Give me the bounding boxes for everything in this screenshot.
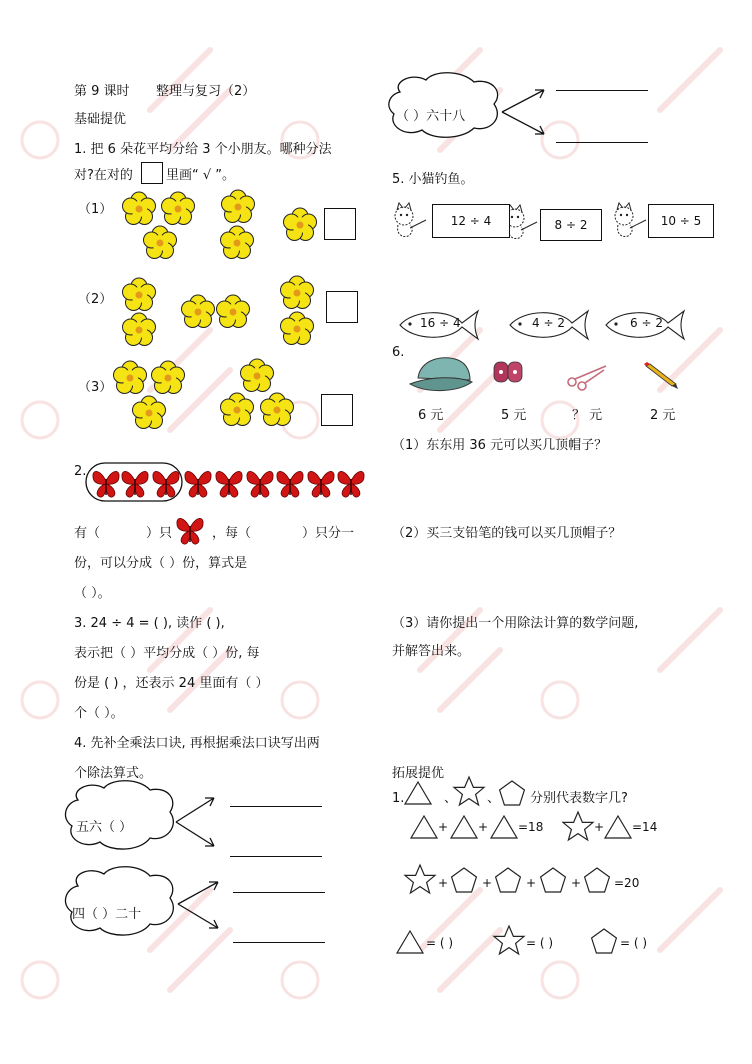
q2-line1b: ）只 — [146, 526, 173, 541]
pentagon-icon — [585, 868, 610, 892]
q1-option3-label: （3） — [78, 380, 113, 395]
q6-sub1: （1）东东用 36 元可以买几顶帽子？ — [392, 438, 608, 453]
ext-sep2: 、 — [487, 791, 501, 806]
q4-line1: 4. 先补全乘法口诀, 再根据乘法口诀写出两 — [74, 736, 320, 751]
answer-triangle[interactable]: = ( ) — [426, 936, 454, 950]
star-icon — [405, 865, 435, 893]
eq3-result: =20 — [614, 876, 640, 890]
plus: + — [438, 876, 449, 890]
plus: + — [482, 876, 493, 890]
ext-sep1: 、 — [444, 791, 458, 806]
q5-title: 5. 小猫钓鱼。 — [392, 172, 474, 187]
fish-2-text: 4 ÷ 2 — [532, 316, 565, 330]
pentagon-icon — [452, 868, 477, 892]
fish-3-text: 6 ÷ 2 — [630, 316, 663, 330]
eq2-result: =14 — [632, 820, 658, 834]
ext-label: 1. — [392, 791, 405, 806]
q1-text-line1: 1. 把 6 朵花平均分给 3 个小朋友。哪种分法 — [74, 142, 332, 157]
star-icon — [454, 777, 484, 805]
price-cap: 6 元 — [418, 408, 444, 423]
triangle-icon — [411, 816, 437, 838]
price-gloves: 5 元 — [501, 408, 527, 423]
page-title: 整理与复习（2） — [156, 84, 256, 99]
plus: + — [571, 876, 582, 890]
q5-box-2: 8 ÷ 2 — [540, 209, 602, 241]
q3-line2: 表示把（ ）平均分成（ ）份, 每 — [74, 646, 260, 661]
plus: + — [594, 820, 605, 834]
q1-text-line2a: 对?在对的 — [74, 168, 133, 183]
q1-option1-label: （1） — [78, 202, 113, 217]
q2-line1a: 有（ — [74, 526, 101, 541]
q2-line2: 份，可以分成（ ）份，算式是 — [74, 556, 248, 571]
q5-box-3: 10 ÷ 5 — [648, 204, 714, 238]
pentagon-icon — [592, 929, 617, 953]
eq1-result: =18 — [518, 820, 544, 834]
q2-line3: （ ）。 — [74, 586, 111, 601]
triangle-icon — [605, 816, 631, 838]
section-extend: 拓展提优 — [392, 766, 445, 781]
star-icon — [494, 926, 524, 954]
q2-line1c: ，每（ — [212, 526, 252, 541]
q6-label: 6. — [392, 345, 405, 360]
plus: + — [526, 876, 537, 890]
answer-star[interactable]: = ( ) — [526, 936, 554, 950]
section-basic: 基础提优 — [74, 112, 127, 127]
fish-1-text: 16 ÷ 4 — [420, 316, 461, 330]
pentagon-icon — [496, 868, 521, 892]
cloud3-text: （ ）六十八 — [396, 109, 466, 124]
price-pencil: 2 元 — [650, 408, 676, 423]
pentagon-icon — [541, 868, 566, 892]
q6-sub3a: （3）请你提出一个用除法计算的数学问题, — [392, 616, 639, 631]
q2-line1d: ）只分一 — [302, 526, 355, 541]
q1-option2-label: （2） — [78, 292, 113, 307]
q3-line3: 份是 ( ) ，还表示 24 里面有（ ） — [74, 676, 269, 691]
star-icon — [563, 812, 593, 840]
cloud2-text: 四（ ）二十 — [72, 907, 142, 922]
triangle-icon — [397, 931, 423, 953]
cloud1-text: 五六（ ） — [76, 820, 133, 835]
q2-label: 2. — [74, 464, 87, 479]
triangle-icon — [451, 816, 477, 838]
q5-box-1: 12 ÷ 4 — [432, 204, 510, 238]
pentagon-icon — [500, 781, 525, 805]
triangle-icon — [491, 816, 517, 838]
price-scissors: ？ 元 — [572, 408, 603, 423]
q6-sub3b: 并解答出来。 — [392, 644, 471, 659]
plus: + — [438, 820, 449, 834]
answer-pentagon[interactable]: = ( ) — [620, 936, 648, 950]
q1-text-line2b: 里画“ √ ”。 — [166, 168, 236, 183]
ext-question: 分别代表数字几? — [530, 791, 628, 806]
q4-line2: 个除法算式。 — [74, 766, 153, 781]
triangle-icon — [405, 782, 431, 804]
q3-line1: 3. 24 ÷ 4 = ( ), 读作 ( ), — [74, 616, 225, 631]
lesson-number: 第 9 课时 — [74, 84, 130, 99]
plus: + — [478, 820, 489, 834]
q3-line4: 个（ ）。 — [74, 706, 124, 721]
q6-sub2: （2）买三支铅笔的钱可以买几顶帽子？ — [392, 526, 622, 541]
